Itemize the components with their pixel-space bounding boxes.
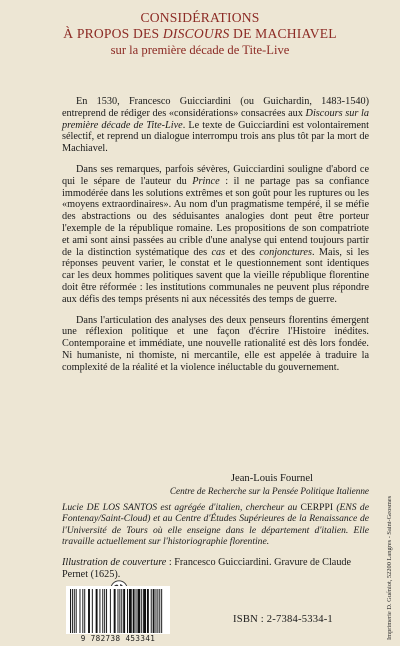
barcode-bar	[92, 589, 93, 633]
barcode-bar	[133, 589, 135, 633]
barcode-bar	[70, 589, 71, 633]
barcode	[66, 586, 170, 634]
title-line-2	[0, 26, 400, 42]
barcode-bar	[118, 589, 119, 633]
p2-text-g: . Mais, si les réponses peuvent varier, le constat et le questionnement sont identiques car les deux hommes politiques savent que la vieille république florentine doit être réformée : les institutions communales ne peuvent plus répondre aux défis des temps présents ni aux nécessités des temps de guerre.	[62, 246, 369, 305]
illustration-text: : Francesco Guicciardini. Gravure de Claude Pernet (1625).	[62, 557, 352, 580]
paragraph-3: Dans l'articulation des analyses des deux penseurs florentins émergent une réflexion politique et une façon d'écrire l'Histoire inédites. Contemporaine et immédiate, une nouvelle rationalité est dès lors fondée. Ni humaniste, ni thomiste, ni mercantile, elle est appelée à traduire la complexité de la réalité et la violence inéluctable du gouvernement.	[62, 314, 369, 373]
p1-book-title: Discours sur la première décade de Tite-Live	[62, 107, 369, 131]
barcode-bar	[114, 589, 116, 633]
p1-text-a: En 1530, Francesco Guicciardini (ou Guichardin, 1483-1540) entreprend de rédiger des «considérations» consacrées aux	[62, 96, 369, 119]
cerppi-acronym: CERPPI	[300, 502, 334, 513]
paragraph-1	[62, 96, 369, 155]
barcode-bar	[82, 589, 83, 633]
barcode-bar	[159, 589, 160, 633]
barcode-bar	[137, 589, 140, 633]
barcode-bar	[106, 589, 107, 633]
barcode-bar	[157, 589, 158, 633]
barcode-bar	[110, 589, 111, 633]
title-prefix: À PROPOS DES	[63, 26, 163, 41]
p2-text-a: Dans ses remarques, parfois sévères, Guicciardini souligne d'abord ce qui le sépare de l'auteur du	[62, 163, 369, 187]
signature	[62, 472, 369, 498]
illustration-label: Illustration de couverture	[62, 557, 167, 568]
barcode-bar	[161, 589, 162, 633]
author-affiliation: Centre de Recherche sur la Pensée Politique Italienne	[169, 486, 369, 496]
p1-text-c: . Le texte de Guicciardini est volontairement sélectif, et reprend un dialogue interrompu trois ans plus tôt par la mort de Machiavel.	[62, 119, 369, 155]
barcode-bar	[104, 589, 105, 633]
p2-conjonctures: conjonctures	[259, 246, 312, 258]
barcode-number: 9 782738 453341	[80, 634, 156, 643]
barcode-bar	[99, 589, 100, 633]
p2-cas: cas	[211, 246, 226, 258]
printer-credit: Imprimerie D. Guéniot, 52200 Langres - Saint-Geosmes	[386, 495, 393, 640]
barcode-bar	[76, 589, 77, 633]
bio-text-a: est agrégée d'italien, chercheur au	[157, 502, 301, 513]
title-line-1: CONSIDÉRATIONS	[140, 10, 260, 25]
title-block	[0, 10, 400, 58]
barcode-bar	[156, 589, 157, 633]
barcode-bar	[74, 589, 75, 633]
barcode-bar	[143, 589, 146, 633]
barcode-bar	[147, 589, 149, 633]
title-suffix: DE MACHIAVEL	[229, 26, 337, 41]
barcode-bar	[129, 589, 132, 633]
translator-name: Lucie DE LOS SANTOS	[62, 502, 158, 513]
subtitle: sur la première décade de Tite-Live	[110, 43, 290, 57]
barcode-bar	[84, 589, 85, 633]
p2-text-c: : il ne partage pas sa confiance immodérée dans les solutions extrêmes et son goût pour les ruptures ou les «moyens extraordinaires». Au nom d'un pragmatisme tempéré, il se méfie des abstractions ou des séduisantes analogies dont peut être porteur l'exemple de la république romaine. Les propositions de son compatriote et ami sont ainsi passées au crible d'une analyse qui entend toujours partir de la distinction systématique des	[62, 175, 369, 258]
barcode-bar	[153, 589, 155, 633]
barcode-bar	[72, 589, 73, 633]
barcode-bar	[127, 589, 128, 633]
blurb	[62, 96, 369, 383]
barcode-bar	[119, 589, 120, 633]
translator-bio	[62, 502, 369, 547]
barcode-bar	[88, 589, 90, 633]
barcode-bar	[96, 589, 98, 633]
barcode-bar	[136, 589, 137, 633]
barcode-bar	[151, 589, 152, 633]
author-signature-name: Jean-Louis Fournel	[230, 473, 313, 484]
barcode-bar	[102, 589, 103, 633]
barcode-bar	[80, 589, 81, 633]
illustration-credit	[62, 557, 369, 581]
barcode-bars	[66, 586, 170, 634]
title-discours: DISCOURS	[162, 26, 230, 41]
p2-prince: Prince	[192, 175, 220, 187]
paragraph-2	[62, 164, 369, 306]
bio-text-b: (ENS de Fontenay/Saint-Cloud) et au Centre d'Études Supérieures de la Renaissance de l'Université de Tours où elle enseigne dans le département d'italien. Elle travaille actuellement sur l'historiographie florentine.	[62, 502, 369, 547]
isbn: ISBN : 2-7384-5334-1	[233, 614, 333, 625]
barcode-bar	[121, 589, 122, 633]
barcode-bar	[141, 589, 142, 633]
p2-text-e: et des	[225, 246, 260, 258]
barcode-bar	[123, 589, 125, 633]
